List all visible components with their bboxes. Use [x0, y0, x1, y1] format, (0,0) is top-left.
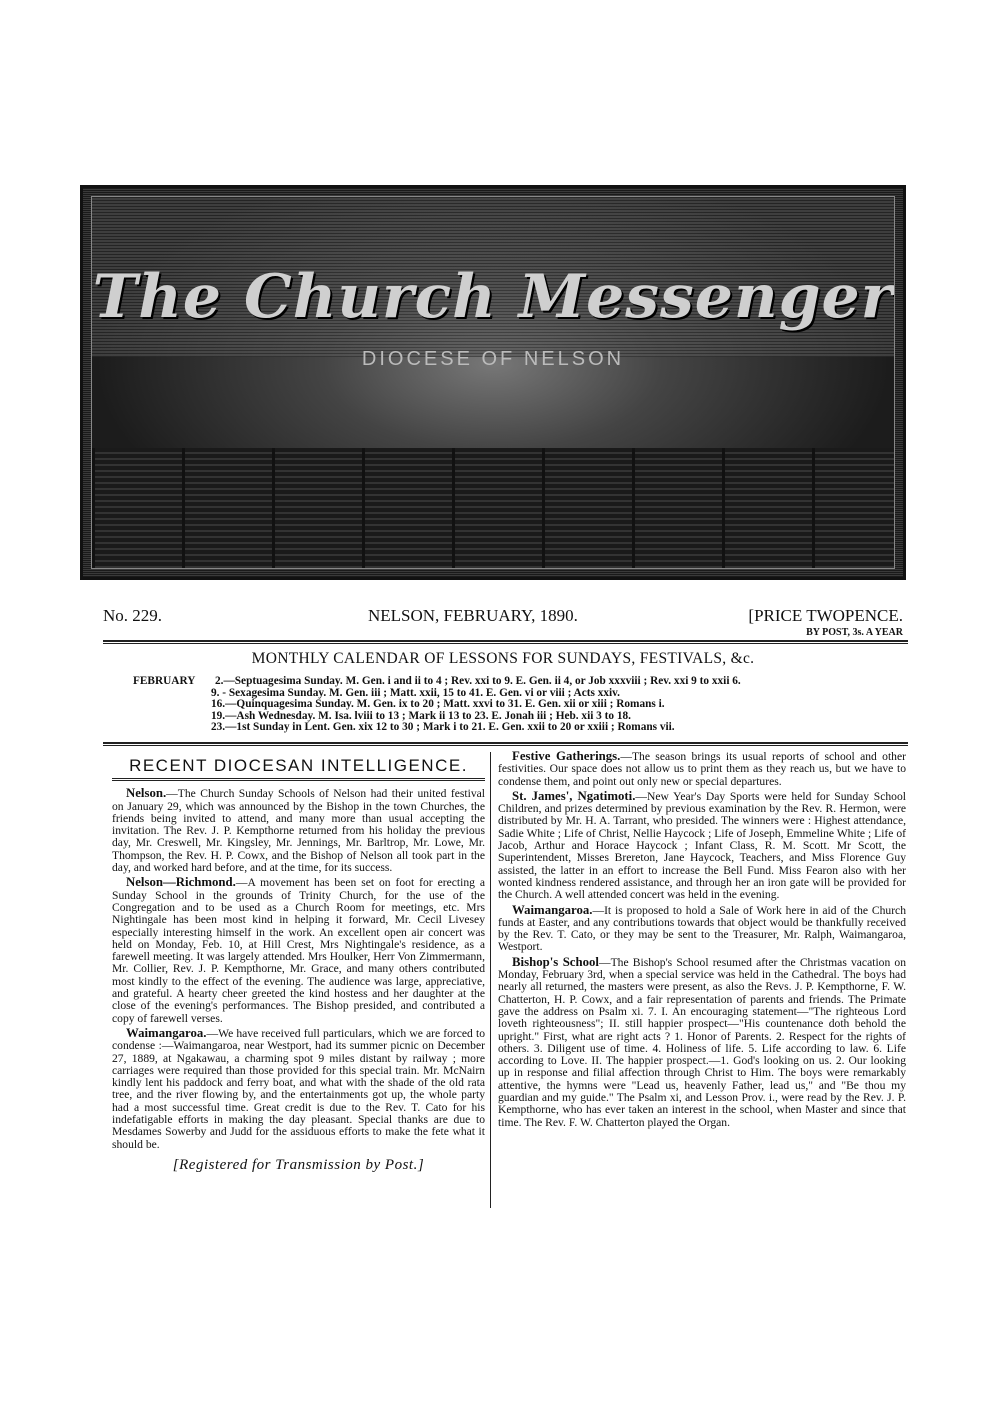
calendar-entry: 16.—Quinquagesima Sunday. M. Gen. ix to 20 ; Matt. xxvi to 31. E. Gen. xii or xiii ; Romans i. [211, 698, 665, 710]
registered-note: [Registered for Transmission by Post.] [172, 1156, 425, 1173]
article-lead: Nelson. [126, 786, 167, 801]
divider [103, 742, 908, 746]
calendar-entry: 19.—Ash Wednesday. M. Isa. lviii to 13 ; Mark ii 13 to 23. E. Jonah iii ; Heb. xii 3 to 18. [211, 709, 632, 722]
article [498, 956, 906, 1129]
article-lead: St. James', Ngatimoti. [512, 788, 636, 803]
article-lead: Waimangaroa. [126, 1025, 207, 1040]
article [498, 904, 906, 954]
article [112, 787, 485, 874]
calendar [133, 676, 741, 734]
right-column [498, 750, 906, 1131]
calendar-month: FEBRUARY [133, 675, 196, 687]
calendar-heading: MONTHLY CALENDAR OF LESSONS FOR SUNDAYS, FESTIVALS, &c. [251, 650, 755, 667]
article [498, 790, 906, 902]
masthead-title: The Church Messenger [92, 262, 894, 332]
article-text: —It is proposed to hold a Sale of Work here in aid of the Church funds at Easter, and any contributions towards that object would be thankfully received by the Rev. T. Cato, or they may be sent to the Treasurer, Mr. Ralph, Waimangaroa, Westport. [498, 903, 906, 954]
article [112, 1027, 485, 1151]
article-text: —The Bishop's School resumed after the Christmas vacation on Monday, February 3rd, when a special service was held in the Cathedral. The boys had nearly all returned, the masters were present, as also the Revs. J. P. Kempthorne, F. W. Chatterton, H. P. Cowx, and a fair representation of parents and friends. The Primate gave the address on Psalm xi. 7. I. An encouraging statement—"The righteous Lord loveth righteousness"; II. still happier prospect—"His countenance doth behold the upright." First, what are right acts ? 1. Honor of Parents. 2. Respect for the rights of others. 3. Diligent use of time. 4. Holiness of life. 5. Life according to law. 6. Life according to Love. II. The happier prospect.—1. God's looking on us. 2. Our looking up in response and filial affection through Christ to Him. The boys were remarkably attentive, the hymns were "Lead us, heavenly Father, lead us," and "Be thou my guardian and my guide." The Psalm xi, and Lesson Prov. i., were read by the Rev. J. P. Kempthorne, who has ever taken an interest in the school, when Master and since that time. The Rev. F. W. Chatterton played the Organ. [498, 955, 906, 1129]
issue-price: [PRICE TWOPENCE. [748, 606, 903, 625]
issue-line [103, 606, 903, 638]
issue-date: NELSON, FEBRUARY, 1890. [368, 606, 578, 625]
article [112, 876, 485, 1025]
article-text: —A movement has been set on foot for erecting a Sunday School in the grounds of Trinity Church, for the use of the Congregation and to be used as a Church Room for meetings, etc. Mrs Nightingale has been most kind in helping it forward, Mr. Cecil Livesey especially interesting himself in the work. An excellent open air concert was held on Monday, Feb. 10, at Hill Crest, Mrs Nightingale's residence, as a farewell meeting. It was largely attended. Mrs Houlker, Herr Von Zimmermann, Mr. Collier, Rev. J. P. Kempthorne, Mr. Grace, and many others contributed most kindly to the effect of the evening. The audience was large, appreciative, and grateful. A hearty cheer greeted the kind hostess and her daughter at the close of the evening's performances. The Bishop presided, and contributed a copy of farewell verses. [112, 876, 485, 1025]
article-text: —The season brings its usual reports of school and other festivities. Our space does not allow us to print them as they reach us, but we have to condense them, and point out only new or special departures. [498, 750, 906, 788]
postage-note: BY POST, 3s. A YEAR [806, 627, 903, 638]
left-column [112, 752, 485, 1171]
calendar-entry: 23.—1st Sunday in Lent. Gen. xix 12 to 30 ; Mark i to 21. E. Gen. xxii to 20 or xxiii ; Romans vii. [211, 721, 675, 733]
article-text: —The Church Sunday Schools of Nelson had their united festival on January 29, which was announced by the Bishop in the town Churches, the friends being invited to attend, and many more than usual accepting the invitation. The Rev. J. P. Kempthorne returned from his holiday the previous day, Mr. Creswell, Mr. Kingsley, Mr. Jennings, Mr. Barltrop, Mr. Lowe, Mr. Thompson, the Rev. H. P. Cowx, and the Bishop of Nelson all took part in the day, and worked hard before, and at the time, for its success. [112, 787, 485, 875]
masthead-subtitle: DIOCESE OF NELSON [361, 348, 625, 370]
calendar-entry: 2.—Septuagesima Sunday. M. Gen. i and ii to 4 ; Rev. xxi to 9. E. Gen. ii 4, or Job xxxviii ; Rev. xxi 9 to xxii 6. [215, 675, 741, 687]
article-text: —We have received full particulars, which we are forced to condense :—Waimangaroa, near Westport, had its summer picnic on December 27, 1889, at Ngakawau, a charming spot 9 miles distant by railway ; more carriages were required than those provided for this special train. Mr. McNairn kindly lent his paddock and ferry boat, and what with the shade of the old rata tree, and the river flowing by, and the entertainments got up, the whole party had a most successful time. Great credit is due to the Rev. T. Cato for his indefatigable efforts in making the day pleasant. Special thanks are due to Mesdames Sowerby and Judd for the assiduous efforts to make the fete what it should be. [112, 1026, 485, 1151]
column-rule [490, 752, 491, 1208]
divider [103, 640, 908, 644]
article-text: —New Year's Day Sports were held for Sunday School Children, and prizes determined by previous examination by the Rev. R. Hermon, were distributed by Mr. H. A. Tarrant, who presided. The winners were : Highest attendance, Sadie White ; Life of Christ, Nellie Haycock ; Life of Joseph, Emmeline White ; Life of Jacob, Arthur and Horace Haycock ; Infant Class, R. M. Scott. Mr Scott, the Superintendent, Misses Brereton, Jane Haycock, Teachers, and Miss Florence Guy assisted, the latter in an effort to increase the Bell Fund. Miss Fearon also with her wonted kindness rendered assistance, and through her an iron gate will be provided for the Church. A well attended concert was held in the evening. [498, 789, 906, 902]
engraved-railing [92, 448, 894, 568]
masthead-illustration [91, 196, 895, 569]
masthead-engraving [80, 185, 906, 580]
article-lead: Festive Gatherings. [512, 749, 621, 763]
calendar-entry: 9. - Sexagesima Sunday. M. Gen. iii ; Matt. xxii, 15 to 41. E. Gen. vi or viii ; Acts xxiv. [211, 686, 620, 699]
article-lead: Waimangaroa. [512, 902, 593, 917]
article-lead: Nelson—Richmond. [126, 875, 236, 890]
article [498, 750, 906, 788]
issue-number: No. 229. [103, 606, 163, 625]
section-heading: RECENT DIOCESAN INTELLIGENCE. [112, 752, 485, 781]
article-lead: Bishop's School [512, 954, 599, 969]
